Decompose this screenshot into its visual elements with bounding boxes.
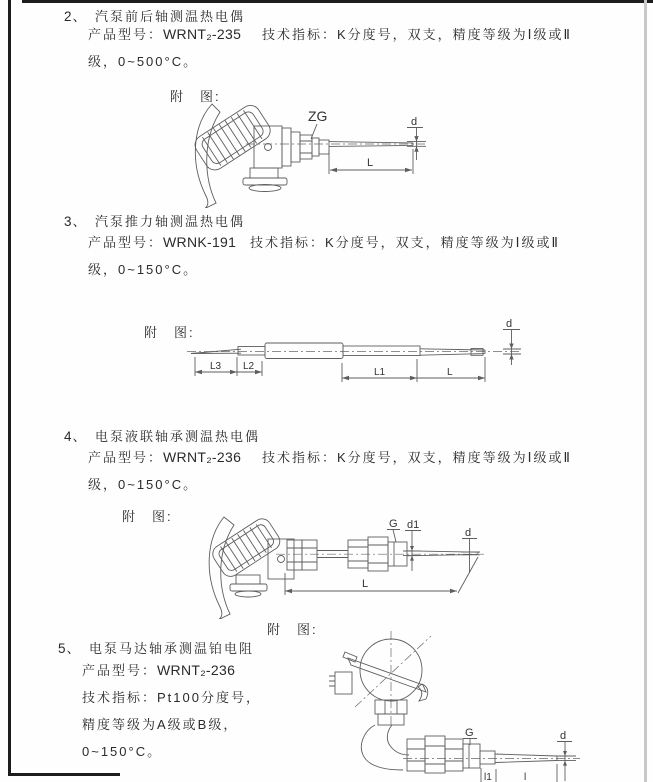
model-value: WRNT₂-236 <box>157 662 236 678</box>
spec-text: K分度号，双支，精度等级为Ⅰ级或Ⅱ <box>337 450 572 465</box>
item-number: 5、 <box>58 641 82 656</box>
section-4-spec-row <box>262 447 572 466</box>
dim-L <box>329 149 413 174</box>
head-handle <box>195 104 220 208</box>
g-fitting <box>463 744 480 768</box>
section-4-figure-label: 附 图: <box>122 509 173 524</box>
item-number: 4、 <box>64 429 88 444</box>
section-3-model-row <box>88 232 236 251</box>
dim-label-l1: l1 <box>484 772 492 782</box>
head-screw <box>278 556 285 563</box>
section-2-heading <box>64 5 245 25</box>
cable-body <box>191 343 485 359</box>
section-3-spec-cont: 级，0~150°C。 <box>88 262 199 277</box>
dim-label-L: L <box>367 157 374 169</box>
dim-label-G: G <box>465 727 474 739</box>
head-screw <box>265 144 272 151</box>
dim-label-d: d <box>411 116 418 128</box>
dim-d <box>461 527 480 573</box>
page-edge-bottom <box>8 773 120 776</box>
item-title: 汽泵推力轴测温热电偶 <box>95 214 246 229</box>
centerlines <box>355 631 580 759</box>
dim-L3 <box>195 357 237 376</box>
section-5-spec-line3: 0~150°C。 <box>82 744 163 759</box>
model-value: WRNK-191 <box>163 234 237 250</box>
dim-label-d: d <box>465 527 472 539</box>
section-2-model-row <box>88 24 241 43</box>
dim-d <box>555 730 576 781</box>
model-label: 产品型号： <box>88 27 164 42</box>
spec-text: Pt100分度号， <box>157 690 261 705</box>
dim-label-d: d <box>560 730 567 742</box>
section-5-model-row <box>82 660 235 679</box>
section-5-spec-row <box>82 687 261 706</box>
probe <box>420 349 485 355</box>
section-5-figure-label: 附 图: <box>267 622 318 637</box>
dim-label-l: l <box>524 772 527 782</box>
spec-label: 技术指标： <box>262 450 338 465</box>
section-3-spec-row <box>250 232 560 251</box>
dim-L1 <box>342 359 417 382</box>
model-label: 产品型号： <box>82 663 158 678</box>
dim-d1 <box>403 519 421 571</box>
spec-label: 技术指标： <box>250 235 326 250</box>
spec-label: 技术指标： <box>82 690 158 705</box>
section-2-spec-cont: 级，0~500°C。 <box>88 54 199 69</box>
figure-5-diagram <box>295 628 653 782</box>
ribbed-cap <box>191 102 274 174</box>
dim-d <box>407 116 426 160</box>
model-value: WRNT₂-235 <box>163 26 242 42</box>
dim-ZG <box>308 108 327 139</box>
round-head <box>329 639 428 701</box>
section-5-heading <box>58 637 254 657</box>
braid-long <box>343 346 420 356</box>
braid-section <box>480 751 495 764</box>
connection-head <box>191 102 287 208</box>
section-2-figure-label: 附 图: <box>170 89 221 104</box>
dim-label-L: L <box>447 367 453 378</box>
figure-2-diagram <box>146 96 466 208</box>
page-edge-left <box>8 0 11 776</box>
dim-label-L2: L2 <box>243 361 255 372</box>
section-3-heading <box>64 210 245 230</box>
dim-label-ZG: ZG <box>308 108 328 124</box>
connection-head <box>209 515 294 619</box>
page-edge-top <box>22 0 653 3</box>
neck-and-elbow <box>361 700 409 770</box>
spec-text: K分度号，双支，精度等级为Ⅰ级或Ⅱ <box>337 27 572 42</box>
dim-L <box>417 357 485 382</box>
head-handle <box>209 517 234 619</box>
item-number: 3、 <box>64 214 88 229</box>
bottom-outlet <box>230 575 267 597</box>
section-5-spec-line2: 精度等级为A级或B级， <box>82 717 239 732</box>
section-4-model-row <box>88 447 241 466</box>
model-value: WRNT₂-236 <box>163 449 242 465</box>
section-4-spec-cont: 级，0~150°C。 <box>88 477 199 492</box>
dim-l1-l <box>481 764 557 782</box>
dim-G <box>387 518 400 542</box>
item-title: 电泵液联轴承测温热电偶 <box>95 429 261 444</box>
item-title: 汽泵前后轴测温热电偶 <box>95 9 246 24</box>
dim-label-L3: L3 <box>210 361 222 372</box>
cable-entry <box>335 672 352 694</box>
spec-text: K分度号，双支，精度等级为Ⅰ级或Ⅱ <box>325 235 560 250</box>
thread-fittings <box>282 128 329 166</box>
spec-label: 技术指标： <box>262 27 338 42</box>
dim-label-L1: L1 <box>374 367 386 378</box>
braid-short <box>238 347 265 356</box>
dim-G <box>463 727 477 745</box>
dim-d <box>503 318 521 365</box>
model-label: 产品型号： <box>88 450 164 465</box>
flip-lever <box>348 658 426 692</box>
model-label: 产品型号： <box>88 235 164 250</box>
hex-nut-train <box>407 736 480 773</box>
section-4-heading <box>64 425 260 445</box>
middle-body <box>265 343 343 359</box>
figure-4-diagram <box>186 511 486 619</box>
item-number: 2、 <box>64 9 88 24</box>
bottom-outlet <box>243 168 287 192</box>
hex-nuts-left <box>287 540 348 570</box>
probe <box>246 142 426 147</box>
dim-label-d1: d1 <box>407 519 420 531</box>
item-title: 电泵马达轴承测温铂电阻 <box>89 641 255 656</box>
dim-L2 <box>237 361 262 376</box>
dim-label-L: L <box>362 578 369 590</box>
dim-label-G: G <box>389 518 398 530</box>
figure-3-diagram <box>183 315 528 393</box>
section-2-spec-row <box>262 24 572 43</box>
probe <box>480 751 557 764</box>
dim-label-d: d <box>506 318 513 330</box>
section-3-figure-label: 附 图: <box>144 325 195 340</box>
